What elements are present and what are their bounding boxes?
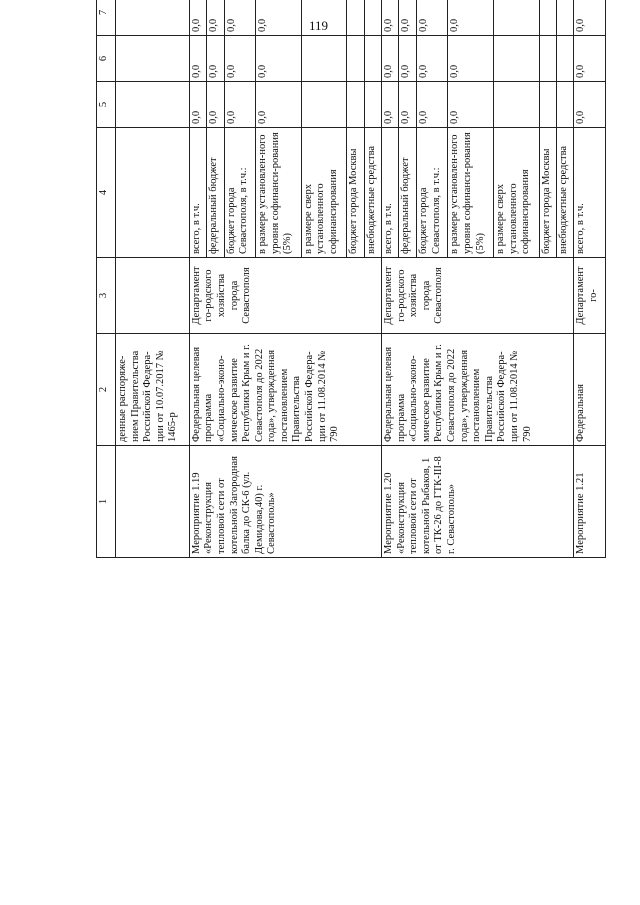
value-cell: 0,0 (399, 82, 416, 128)
header-cell: 2 (97, 334, 116, 446)
empty-cell (116, 36, 190, 82)
value-cell (347, 36, 364, 82)
table-row (574, 0, 606, 558)
value-cell: 0,0 (382, 82, 399, 128)
source-cell: бюджет города Москвы (539, 128, 556, 258)
value-cell: 0,0 (224, 82, 256, 128)
value-cell: 0,0 (224, 36, 256, 82)
source-cell: в размере установлен-ного уровня софинанси-рования (5%) (448, 128, 494, 258)
value-cell: 0,0 (574, 0, 606, 36)
measure-name-cell: Мероприятие 1.19 «Реконструкция тепловой сети от котельной Загородная балка до СК-6 (ул. Демидова,40) г. Севастополь» (189, 446, 381, 558)
header-cell: 4 (97, 128, 116, 258)
value-cell: 0,0 (382, 0, 399, 36)
value-cell (493, 0, 539, 36)
source-cell: бюджет города Севастополя, в т.ч.: (416, 128, 448, 258)
source-cell: в размере сверх установленного софинансирования (493, 128, 539, 258)
value-cell (347, 0, 364, 36)
value-cell: 0,0 (207, 36, 224, 82)
value-cell (556, 82, 573, 128)
source-cell: всего, в т.ч. (382, 128, 399, 258)
source-cell: всего, в т.ч. (574, 128, 606, 258)
value-cell: 0,0 (574, 82, 606, 128)
measure-name-cell: Мероприятие 1.21 (574, 446, 606, 558)
value-cell: 0,0 (189, 82, 206, 128)
value-cell (347, 82, 364, 128)
value-cell: 0,0 (416, 36, 448, 82)
value-cell: 0,0 (189, 0, 206, 36)
value-cell (556, 0, 573, 36)
program-cell: Федеральная (574, 334, 606, 446)
value-cell (364, 36, 381, 82)
source-cell: в размере сверх установленного софинансирования (301, 128, 347, 258)
value-cell (301, 82, 347, 128)
program-cell: Федеральная целевая программа «Социально-эконо-мическое развитие Республики Крым и г. Севастополя до 2022 года», утвержденная постановлением Правительства Российской Федера-ции от 11.08.2014 № 790 (189, 334, 381, 446)
header-cell: 7 (97, 0, 116, 36)
header-cell: 5 (97, 82, 116, 128)
value-cell (301, 36, 347, 82)
executor-cell: Департамент го- (574, 258, 606, 334)
table-body (97, 0, 606, 558)
value-cell (539, 82, 556, 128)
header-cell: 6 (97, 36, 116, 82)
value-cell: 0,0 (574, 36, 606, 82)
source-cell: внебюджетные средства (556, 128, 573, 258)
table-row (189, 0, 206, 558)
value-cell (364, 0, 381, 36)
rotated-table-area (96, 9, 606, 860)
source-cell: федеральный бюджет (207, 128, 224, 258)
source-cell: бюджет города Москвы (347, 128, 364, 258)
empty-cell (116, 0, 190, 36)
empty-cell (116, 258, 190, 334)
value-cell (493, 82, 539, 128)
executor-cell: Департамент го-родского хозяйства города Севастополя (382, 258, 574, 334)
value-cell: 0,0 (382, 36, 399, 82)
value-cell: 0,0 (256, 0, 302, 36)
value-cell (493, 36, 539, 82)
source-cell: всего, в т.ч. (189, 128, 206, 258)
table-rotator (96, 0, 606, 558)
value-cell: 0,0 (189, 36, 206, 82)
value-cell: 0,0 (448, 0, 494, 36)
header-cell: 3 (97, 258, 116, 334)
program-cell: денные распоряже-нием Правительства Российской Федера-ции от 10.07.2017 № 1465-р (116, 334, 190, 446)
value-cell: 0,0 (416, 82, 448, 128)
value-cell: 0,0 (399, 36, 416, 82)
source-cell: федеральный бюджет (399, 128, 416, 258)
value-cell (539, 36, 556, 82)
value-cell: 0,0 (399, 0, 416, 36)
measure-name-cell: Мероприятие 1.20 «Реконструкция тепловой сети от котельной Рыбаков, 1 от ТК-26 до ГТК-III-8 г. Севастополь» (382, 446, 574, 558)
value-cell (539, 0, 556, 36)
value-cell: 0,0 (448, 36, 494, 82)
program-cell: Федеральная целевая программа «Социально-эконо-мическое развитие Республики Крым и г. Севастополя до 2022 года», утвержденная постановлением Правительства Российской Федера-ции от 11.08.2014 № 790 (382, 334, 574, 446)
source-cell: в размере установлен-ного уровня софинанси-рования (5%) (256, 128, 302, 258)
value-cell (556, 36, 573, 82)
page-number: 119 (309, 18, 329, 33)
value-cell: 0,0 (448, 82, 494, 128)
header-row (97, 0, 116, 558)
value-cell: 0,0 (224, 0, 256, 36)
source-cell: внебюджетные средства (364, 128, 381, 258)
table-row (382, 0, 399, 558)
value-cell: 0,0 (416, 0, 448, 36)
value-cell (364, 82, 381, 128)
value-cell: 0,0 (207, 0, 224, 36)
header-cell: 1 (97, 446, 116, 558)
name-cell (116, 446, 190, 558)
value-cell: 0,0 (256, 36, 302, 82)
empty-cell (116, 128, 190, 258)
source-cell: бюджет города Севастополя, в т.ч.: (224, 128, 256, 258)
value-cell: 0,0 (207, 82, 224, 128)
continuation-row (116, 0, 190, 558)
executor-cell: Департамент го-родского хозяйства города Севастополя (189, 258, 381, 334)
value-cell: 0,0 (256, 82, 302, 128)
funding-table (96, 0, 606, 558)
value-cell (301, 0, 347, 36)
empty-cell (116, 82, 190, 128)
